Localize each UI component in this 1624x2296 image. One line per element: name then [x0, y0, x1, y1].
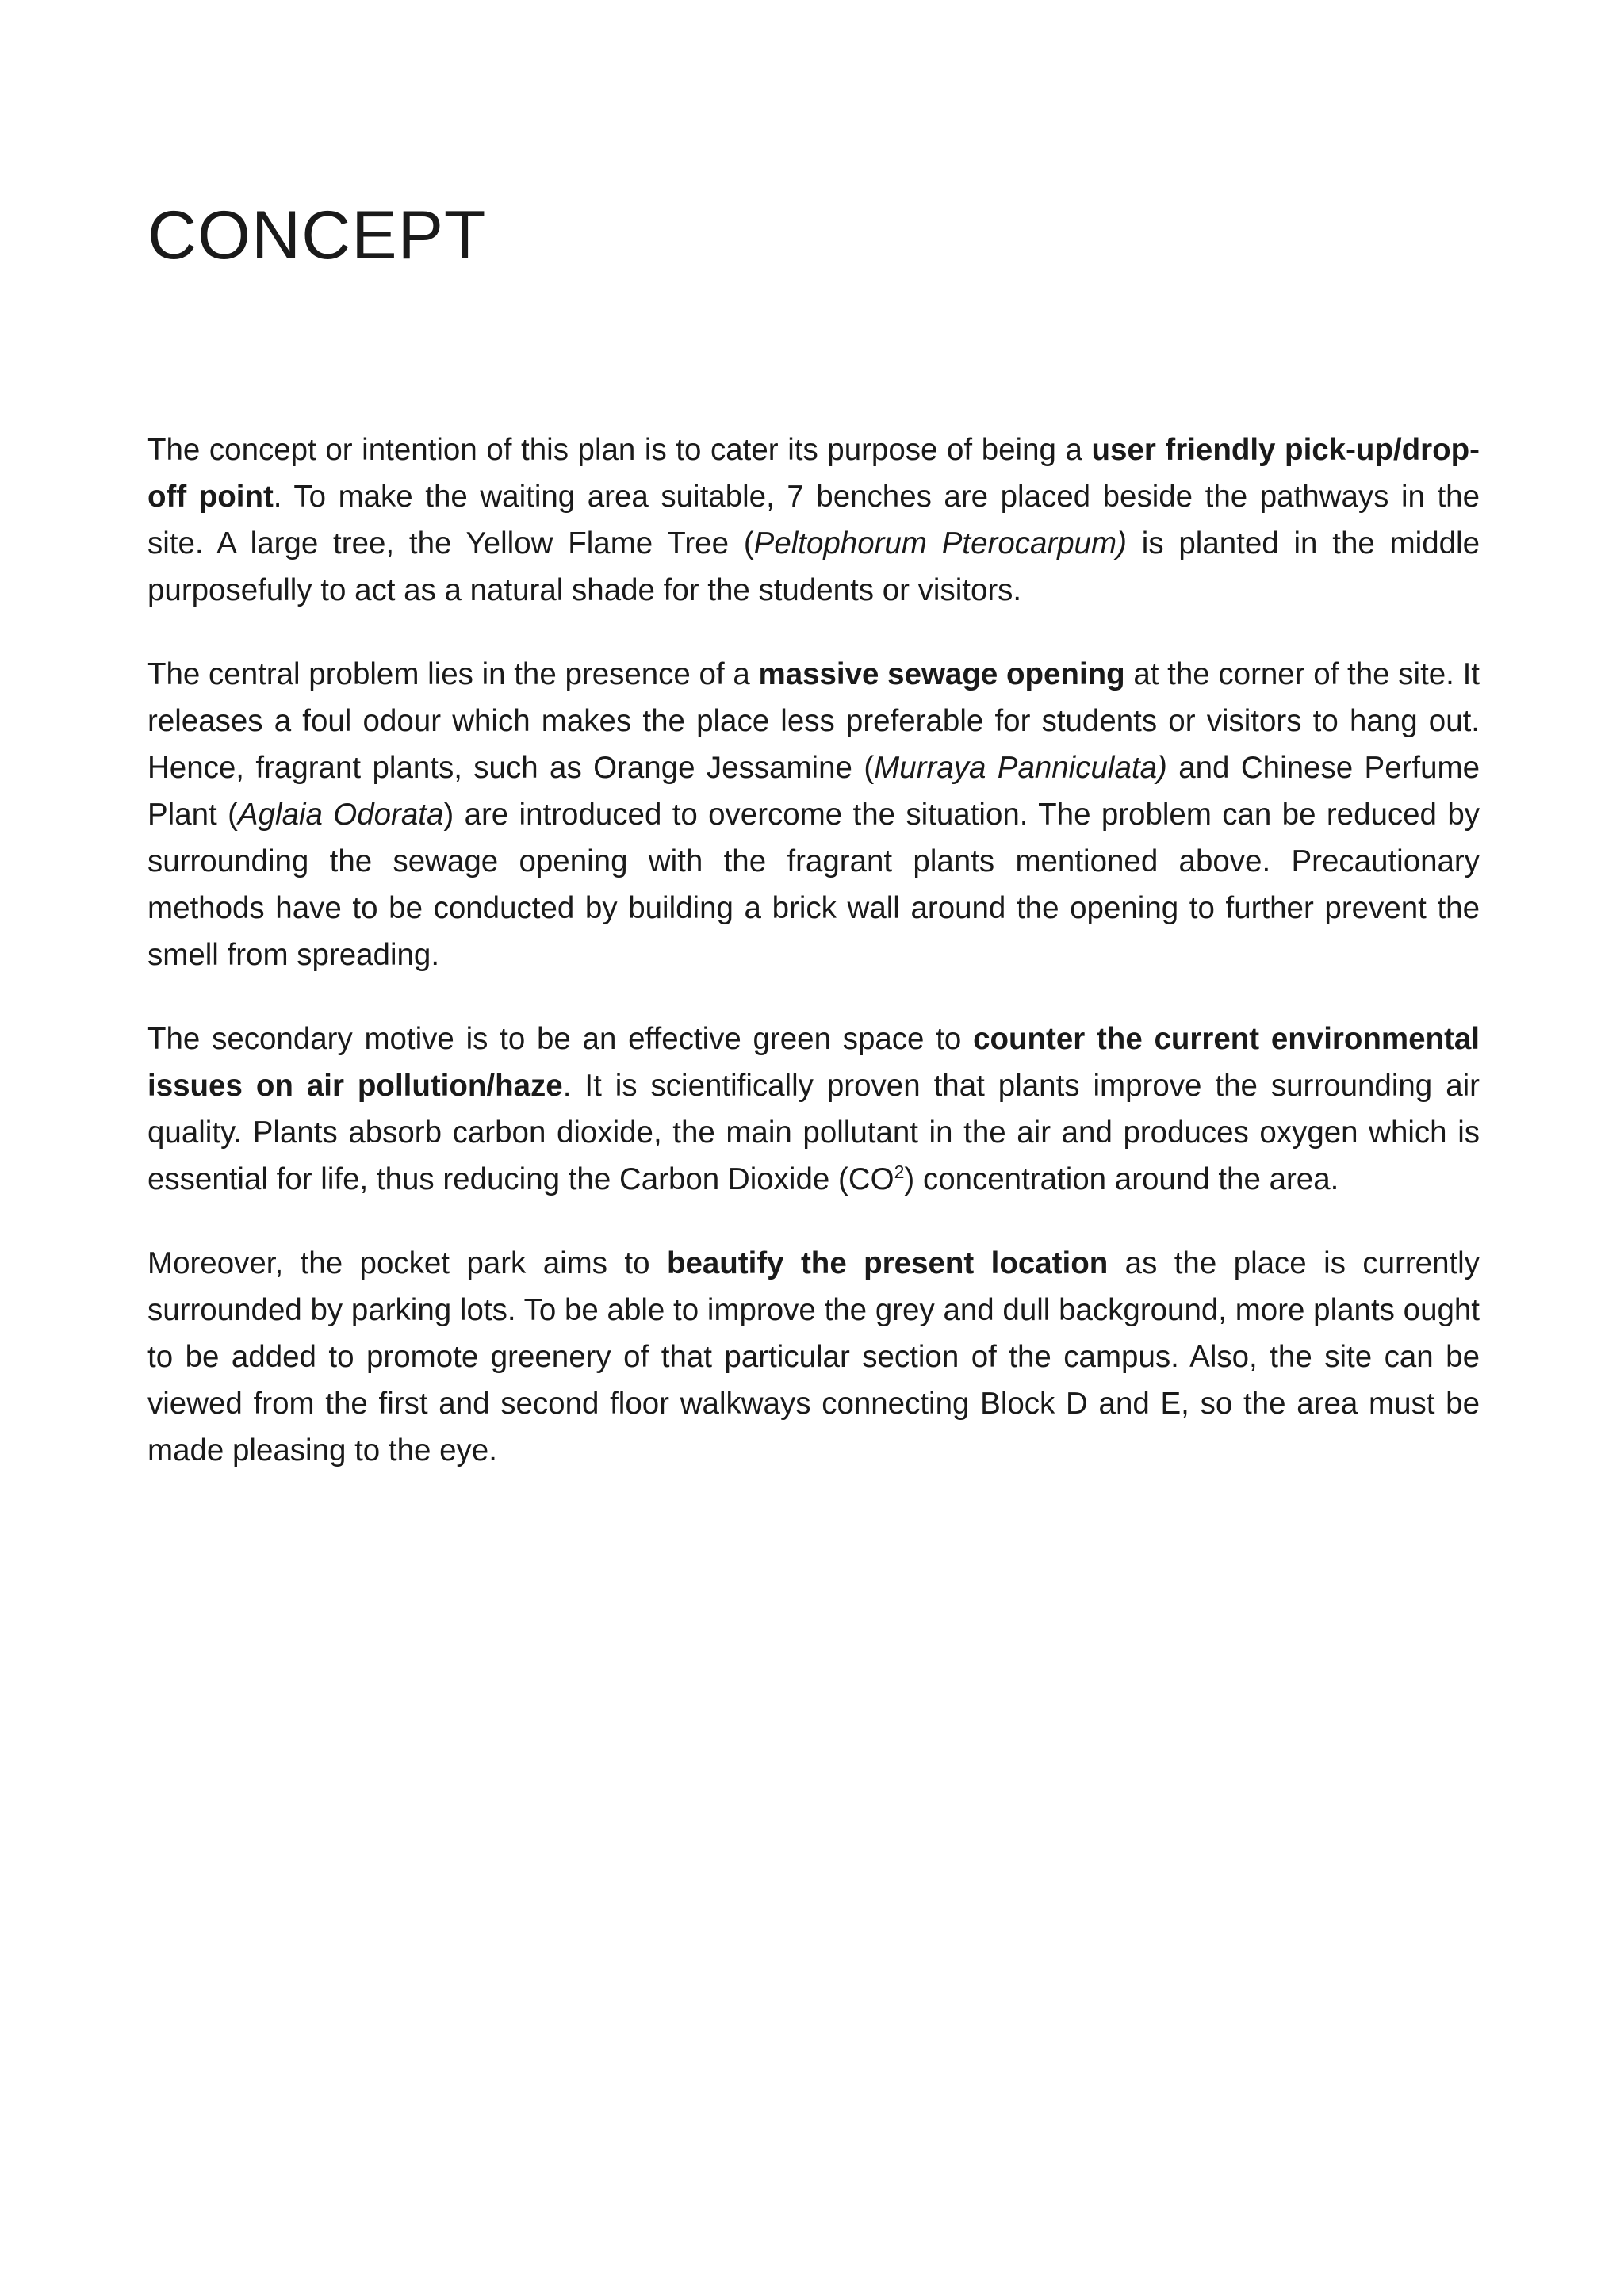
text-run: is planted in the middle purposefully to act as a natural shade for the students or visitors.: [147, 526, 1480, 607]
bold-text: massive sewage opening: [758, 657, 1125, 691]
italic-text: Aglaia Odorata: [237, 798, 444, 832]
page-title: CONCEPT: [147, 197, 487, 274]
superscript-text: 2: [894, 1161, 905, 1183]
bold-text: counter the current environmental issues on air pollution/haze: [147, 1022, 1480, 1103]
paragraph: [147, 651, 1480, 978]
bold-text: user friendly pick-up/drop-off point: [147, 433, 1480, 514]
text-run: as the place is currently surrounded by parking lots. To be able to improve the grey and dull background, more plants ought to be added to promote greenery of that particular section of the campus. Also, the site can be viewed from the first and second floor walkways connecting Block D and E, so the area must be made pleasing to the eye.: [147, 1246, 1480, 1468]
body-text: [147, 427, 1480, 1511]
text-run: . To make the waiting area suitable, 7 benches are placed beside the pathways in the site. A large tree, the Yellow Flame Tree (: [147, 480, 1480, 561]
paragraph: [147, 1240, 1480, 1474]
text-run: ) concentration around the area.: [904, 1162, 1339, 1196]
italic-text: Peltophorum Pterocarpum): [753, 526, 1127, 561]
text-run: The secondary motive is to be an effective green space to: [147, 1022, 974, 1056]
text-run: The central problem lies in the presence of a: [147, 657, 759, 691]
paragraph: [147, 427, 1480, 614]
text-run: . It is scientifically proven that plants improve the surrounding air quality. Plants absorb carbon dioxide, the main pollutant in the air and produces oxygen which is essential for life, thus reducing the Carbon Dioxide (CO: [147, 1069, 1480, 1196]
paragraph: [147, 1016, 1480, 1203]
text-run: ) are introduced to overcome the situation. The problem can be reduced by surrounding the sewage opening with the fragrant plants mentioned above. Precautionary methods have to be conducted by building a brick wall around the opening to further prevent the smell from spreading.: [147, 798, 1480, 972]
text-run: and Chinese Perfume Plant (: [147, 751, 1480, 832]
italic-text: Murraya Panniculata): [874, 751, 1167, 785]
bold-text: beautify the present location: [666, 1246, 1109, 1280]
text-run: The concept or intention of this plan is to cater its purpose of being a: [147, 433, 1092, 467]
text-run: Moreover, the pocket park aims to: [147, 1246, 667, 1280]
text-run: at the corner of the site. It releases a foul odour which makes the place less preferable for students or visitors to hang out. Hence, fragrant plants, such as Orange Jessamine (: [147, 657, 1480, 785]
